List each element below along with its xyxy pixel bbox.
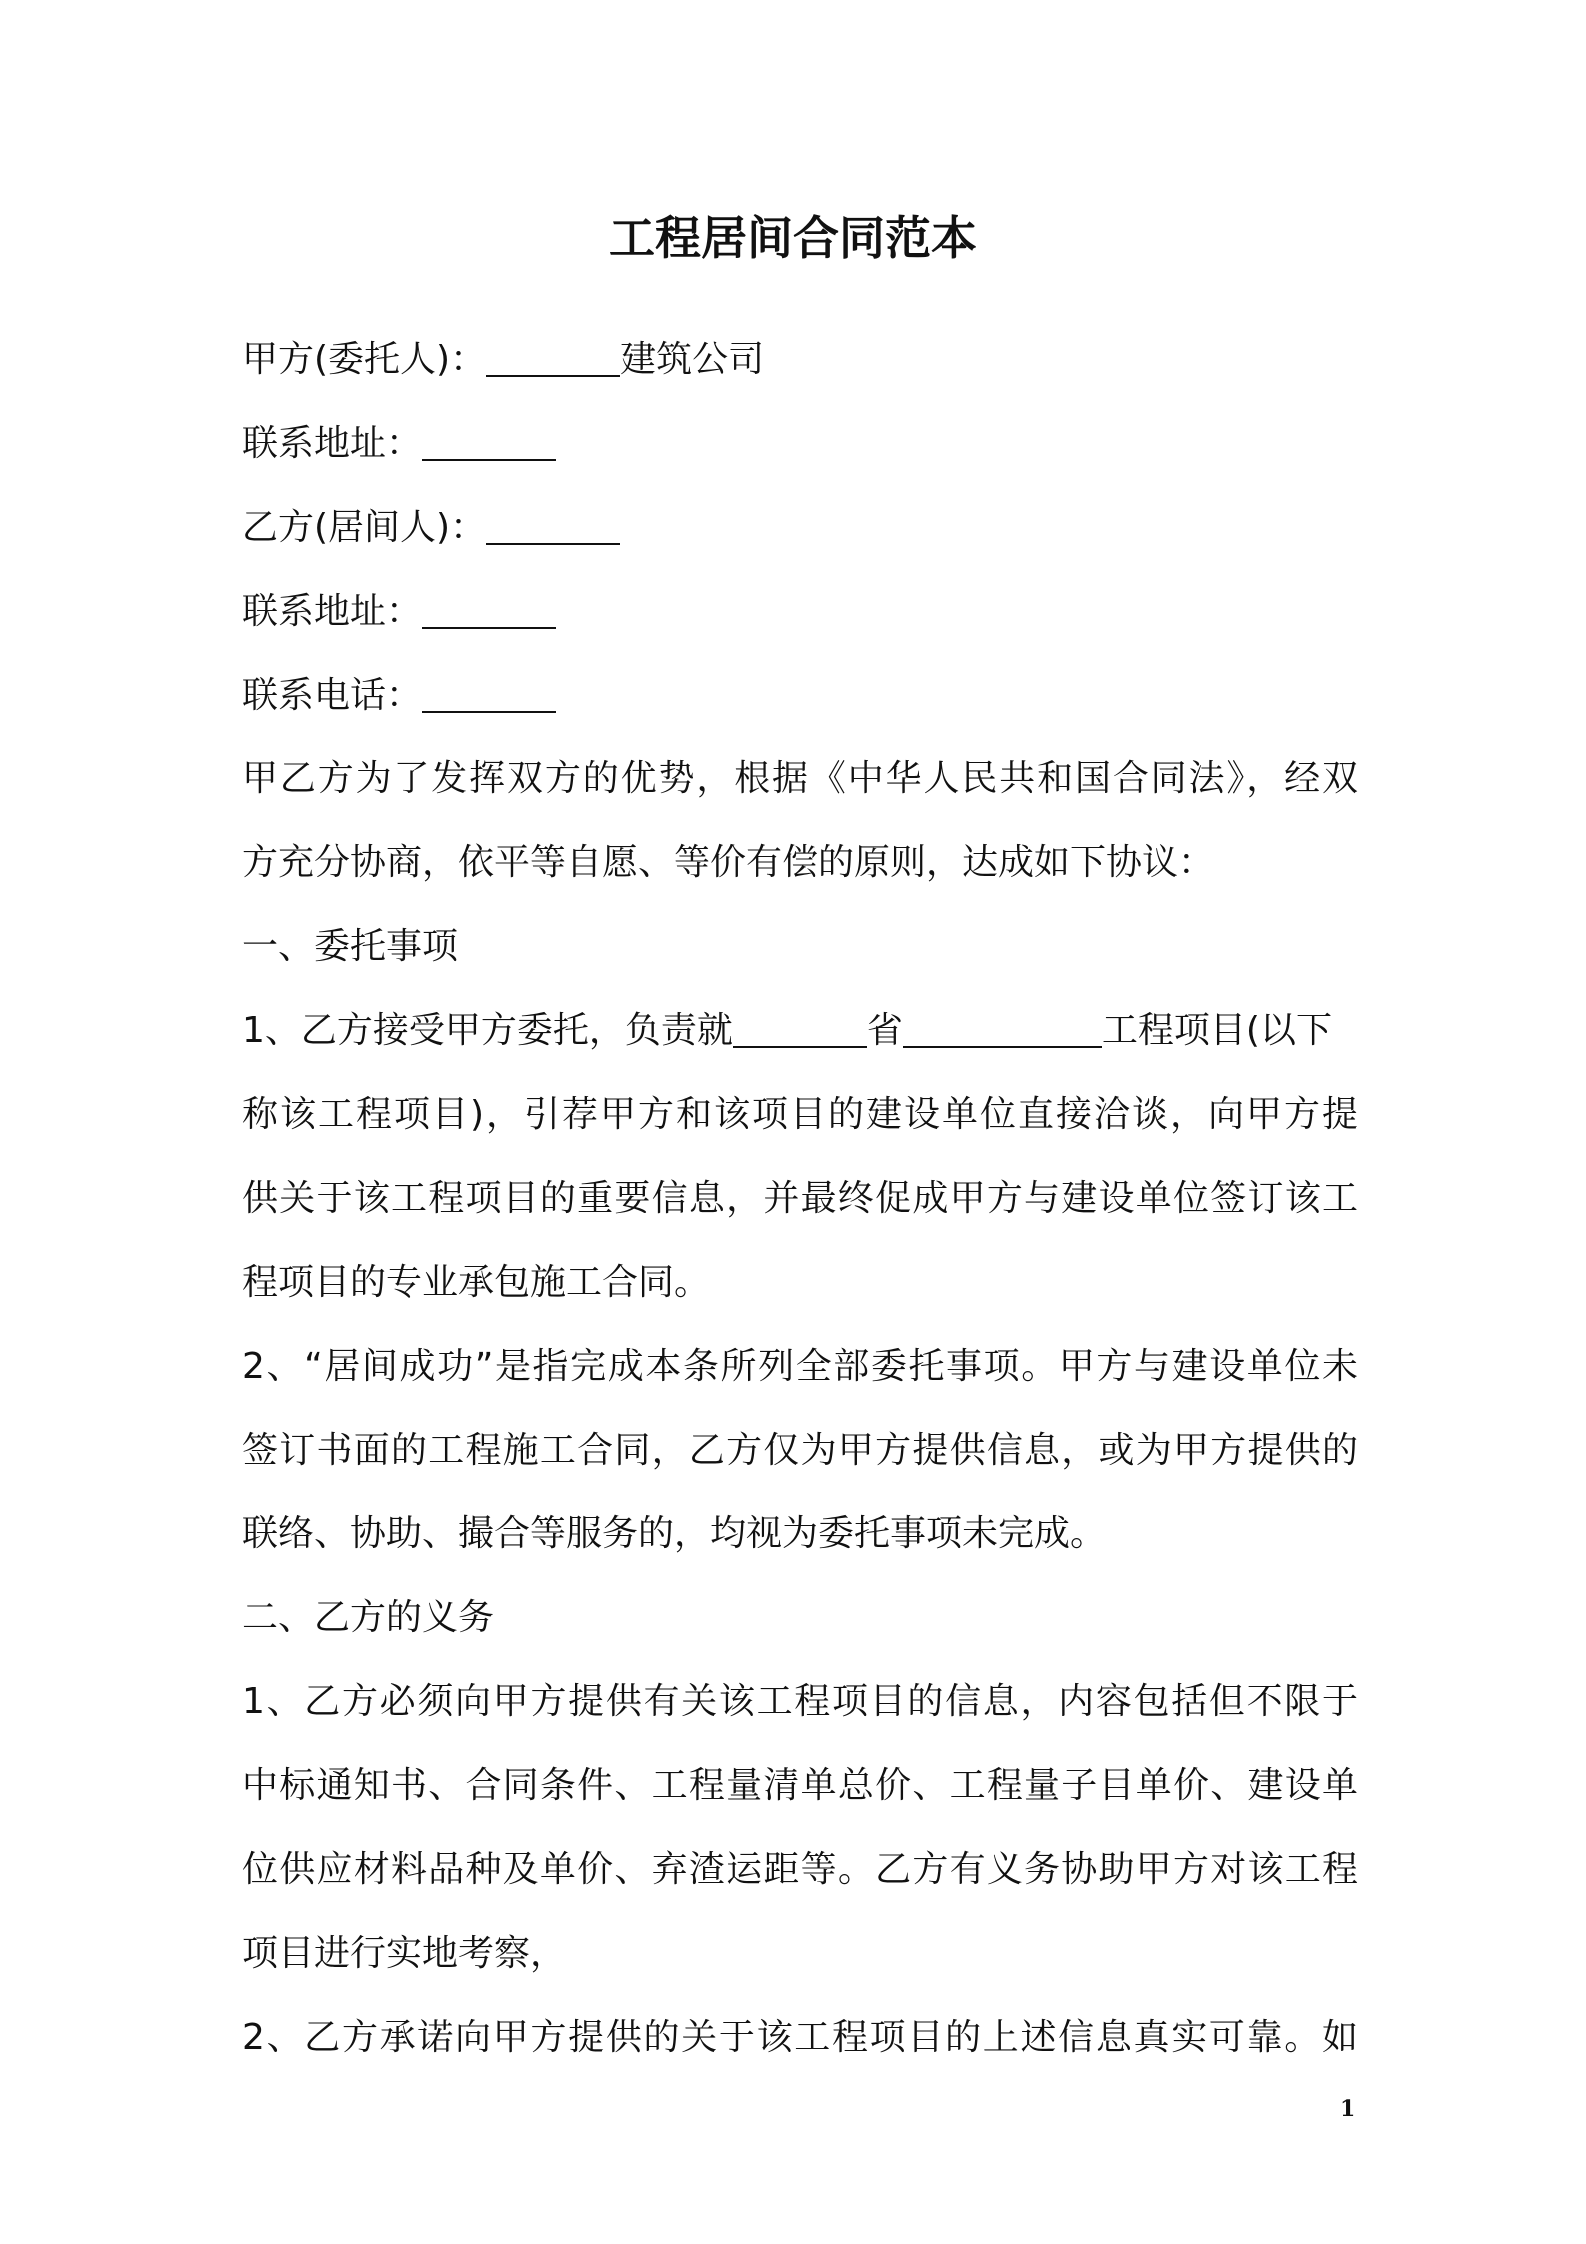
text: 1、乙方接受甲方委托，负责就 xyxy=(242,1010,733,1052)
paragraph-line: 签订书面的工程施工合同，乙方仅为甲方提供信息，或为甲方提供的 xyxy=(242,1429,1358,1471)
label: 联系地址： xyxy=(242,590,423,632)
paragraph-line: 1、乙方必须向甲方提供有关该工程项目的信息，内容包括但不限于 xyxy=(242,1681,1358,1723)
paragraph-line: 方充分协商，依平等自愿、等价有偿的原则，达成如下协议： xyxy=(242,842,1215,884)
paragraph-line: 联络、协助、撮合等服务的，均视为委托事项未完成。 xyxy=(242,1513,1107,1555)
document-title: 工程居间合同范本 xyxy=(609,211,977,265)
paragraph-line: 位供应材料品种及单价、弃渣运距等。乙方有义务协助甲方对该工程 xyxy=(242,1849,1358,1891)
label: 乙方(居间人)： xyxy=(242,506,487,548)
party-b-line xyxy=(242,486,1358,570)
party-a-address-line xyxy=(242,402,1358,486)
paragraph-line: 甲乙方为了发挥双方的优势，根据《中华人民共和国合同法》，经双 xyxy=(242,758,1358,800)
label: 甲方(委托人)： xyxy=(242,339,487,380)
party-a-line xyxy=(242,318,1358,402)
paragraph-line: 项目进行实地考察， xyxy=(242,1932,567,1974)
paragraph-line: 供关于该工程项目的重要信息，并最终促成甲方与建设单位签订该工 xyxy=(242,1177,1358,1219)
paragraph-line: 中标通知书、合同条件、工程量清单总价、工程量子目单价、建设单 xyxy=(242,1765,1358,1807)
text: 工程项目(以下 xyxy=(1101,1010,1332,1052)
section-heading: 二、乙方的义务 xyxy=(242,1597,495,1639)
text: 省 xyxy=(866,1010,903,1052)
blank-field xyxy=(422,597,556,629)
label: 联系地址： xyxy=(242,422,423,464)
blank-field xyxy=(486,345,620,377)
label: 联系电话： xyxy=(242,674,423,716)
paragraph-line xyxy=(242,989,1358,1073)
party-b-phone-line xyxy=(242,654,1358,738)
paragraph-line: 2、“居间成功”是指完成本条所列全部委托事项。甲方与建设单位未 xyxy=(242,1345,1358,1387)
paragraph-line: 称该工程项目)，引荐甲方和该项目的建设单位直接洽谈，向甲方提 xyxy=(242,1094,1358,1136)
paragraph-line: 2、乙方承诺向甲方提供的关于该工程项目的上述信息真实可靠。如 xyxy=(242,2016,1358,2058)
section-heading: 一、委托事项 xyxy=(242,926,459,968)
paragraph-line: 程项目的专业承包施工合同。 xyxy=(242,1261,711,1303)
blank-field xyxy=(422,681,556,713)
blank-field xyxy=(486,513,620,545)
blank-field xyxy=(903,1016,1102,1048)
text: 建筑公司 xyxy=(620,339,765,380)
page-number: 1 xyxy=(1340,2096,1356,2122)
blank-field xyxy=(733,1016,867,1048)
party-b-address-line xyxy=(242,570,1358,654)
document-body xyxy=(242,318,1358,2080)
blank-field xyxy=(422,429,556,461)
